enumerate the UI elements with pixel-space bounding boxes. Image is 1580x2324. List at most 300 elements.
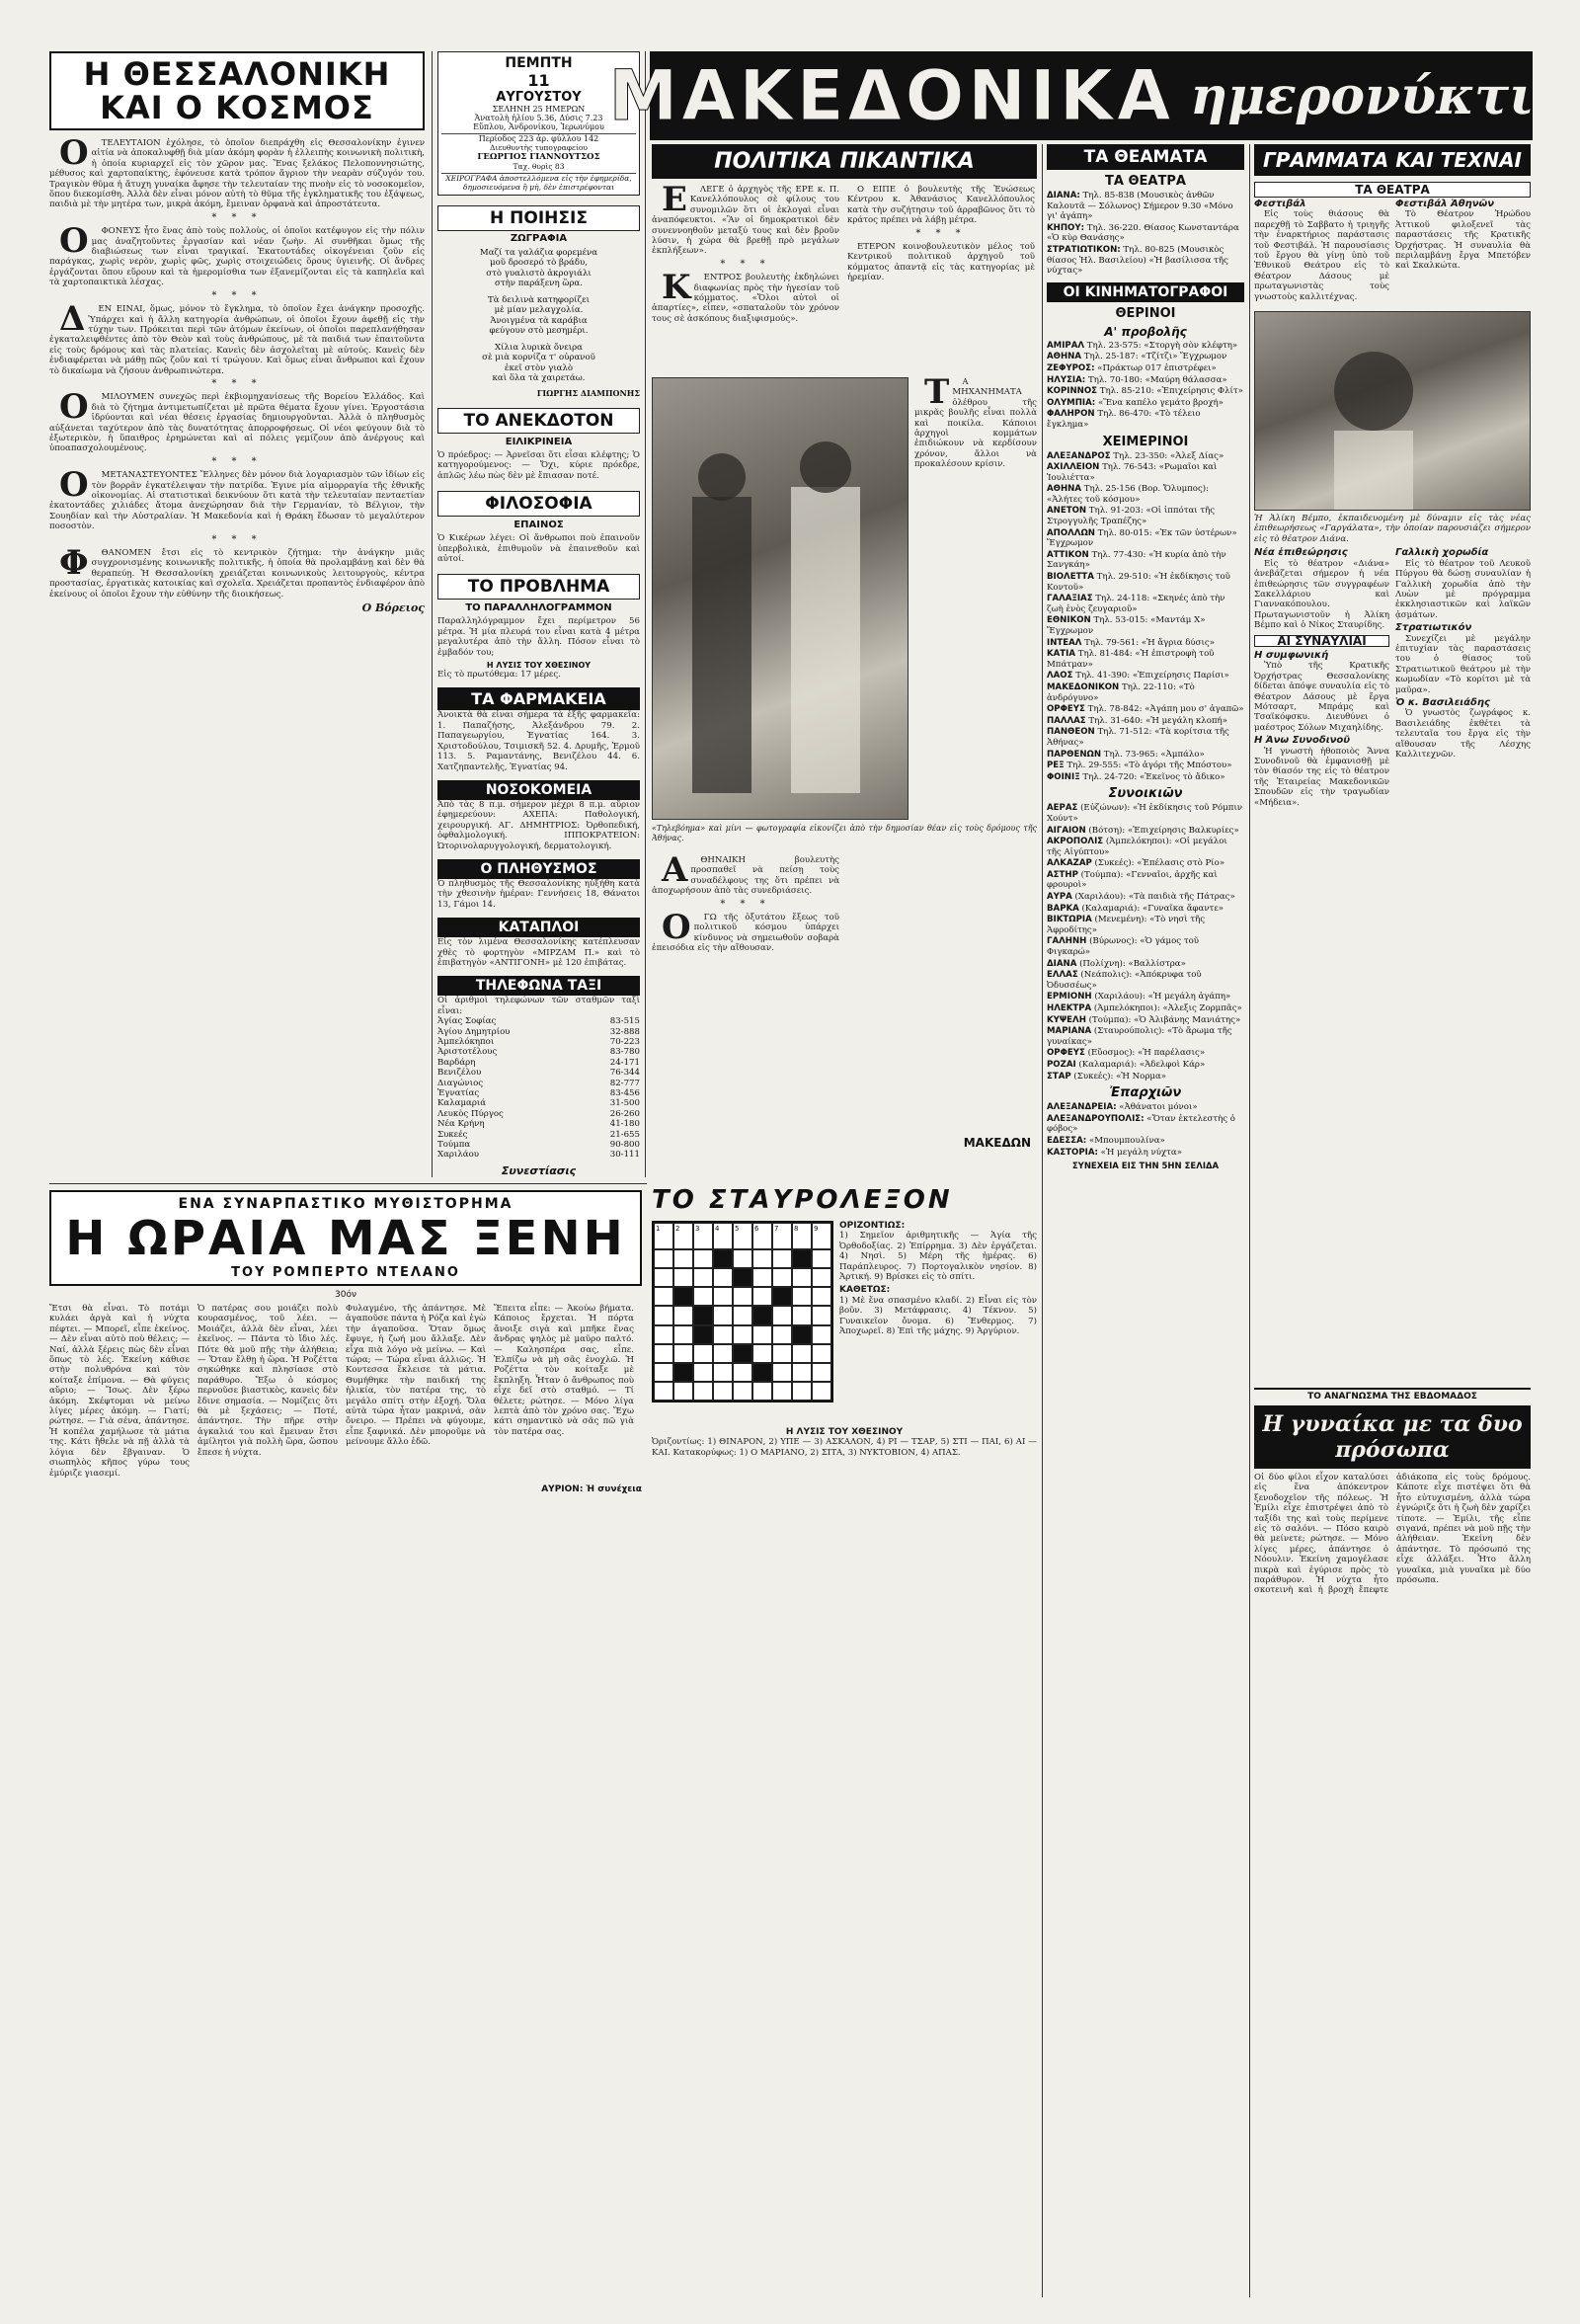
poem-line: καὶ ὅλα τὰ χαιρετάω.	[492, 373, 586, 383]
crossword-cell	[693, 1268, 713, 1287]
taxi-phone-row	[437, 1068, 640, 1078]
star-separator: * * *	[211, 377, 263, 389]
serial-column: Ἔπειτα εἶπε: — Ἀκούω βήματα. Κάποιος ἔρχεται. Ἡ πόρτα ἄνοιξε σιγὰ καὶ μπῆκε ἕνας ἄνδρας ψηλὸς μὲ μαῦρο παλτό. — Καλησπέρα σας, εἶπε. Ἐλπίζω νὰ μὴ σᾶς ἐνοχλῶ. Ἡ Ροζέττα τὸν κοίταξε μὲ ἔκπληξη. Ἦταν ὁ ἄνθρωπος ποὺ εἶχε δεῖ στὸ σταθμό. — Τί θέλετε; ρώτησε. — Μόνο λίγα λεπτὰ ἀπὸ τὸν χρόνο σας. Ἔχω κάτι σημαντικὸ νὰ σᾶς πῶ γιὰ τὸν πατέρα σας.	[494, 1304, 634, 1437]
theatre-list	[1047, 191, 1244, 277]
poem-line: μοῦ δροσερό τὸ βράδυ,	[489, 258, 588, 268]
theatre-listing: ΚΗΠΟΥ: Τηλ. 36-220. Θίασος Κωνσταντάρα «Ὁ κὺρ Θανάσης»	[1047, 222, 1239, 244]
taxi-station: Χαριλάου	[437, 1150, 479, 1161]
letters-arts-head: ΓΡΑΜΜΑΤΑ ΚΑΙ ΤΕΧΝΑΙ	[1254, 144, 1531, 176]
crossword-grid	[652, 1221, 833, 1402]
crossword-cell	[693, 1325, 713, 1344]
left-article	[49, 51, 425, 1148]
cinema-winter-list	[1047, 451, 1244, 783]
anecdote-section-head: ΤΟ ΑΝΕΚΔΟΤΟΝ	[437, 408, 640, 434]
crossword-cell: 5	[733, 1223, 752, 1249]
poem-line: Χίλια λυρικὰ ὄνειρα	[495, 342, 583, 353]
poem-line: στὸ γυαλιστὸ ἀκρογιάλι	[486, 268, 592, 279]
macedonian-banner	[608, 51, 1574, 140]
crossword-cell	[733, 1287, 752, 1306]
taxi-station: Ἁγίου Δημητρίου	[437, 1026, 511, 1037]
serial-novel	[49, 1190, 642, 2296]
crossword-cell	[654, 1306, 673, 1324]
editor-address: Ταχ. θυρὶς 83	[513, 162, 565, 171]
taxi-number: 83-780	[609, 1047, 640, 1058]
cinema-listing: ΓΑΛΑΞΙΑΣ Τηλ. 24-118: «Σκηνές ἀπὸ τὴν ζωὴ ἑνὸς ζευγαριοῦ»	[1047, 594, 1225, 614]
crossword-cell: 3	[693, 1223, 713, 1249]
cinema-listing: ΑΘΗΝΑ Τηλ. 25-187: «Τζίτζι» Ἔγχρωμον	[1047, 352, 1227, 362]
taxi-number: 31-500	[609, 1098, 640, 1109]
crossword-cell	[673, 1306, 693, 1324]
cinema-listing: ΒΙΟΛΕΤΤΑ Τηλ. 29-510: «Ἡ ἐκδίκησις τοῦ Κοντοῦ»	[1047, 572, 1230, 593]
taxi-station: Νέα Κρήνη	[437, 1119, 485, 1130]
taxi-phone-row	[437, 1027, 640, 1037]
crossword-cell: 4	[713, 1223, 733, 1249]
crossword-cell	[752, 1363, 772, 1382]
left-article-title	[49, 51, 425, 130]
crossword-cell	[812, 1249, 831, 1268]
clues-horizontal-label: ΟΡΙΖΟΝΤΙΩΣ:	[839, 1221, 906, 1231]
serial-tomorrow: ΑΥΡΙΟΝ: Ἡ συνέχεια	[541, 1483, 642, 1494]
symphony-head: Η συμφωνική	[1254, 649, 1329, 661]
crossword-cell	[772, 1344, 792, 1363]
cinema-neighbourhood-list	[1047, 803, 1244, 1082]
cinema-listing: ΑΛΕΞΑΝΔΡΕΙΑ: «Ἀθάνατοι μόνοι»	[1047, 1102, 1198, 1113]
crossword-cell	[713, 1363, 733, 1382]
crossword-cell	[752, 1325, 772, 1344]
anecdote-text: Ὁ πρόεδρος: — Ἀρνεῖσαι ὅτι εἶσαι κλέφτης; Ὁ κατηγορούμενος: — Ὄχι, κύριε πρόεδρε, ἁπλῶς λέω πὼς δὲν μὲ ἔπιασαν ποτέ.	[437, 450, 640, 481]
cinema-listing: ΟΡΦΕΥΣ (Εὔοσμος): «Ἡ παρέλασις»	[1047, 1048, 1206, 1059]
problem-section-head: ΤΟ ΠΡΟΒΛΗΜΑ	[437, 574, 640, 600]
actress-photo	[1254, 311, 1531, 511]
banner-main-title: ΜΑΚΕΔΟΝΙΚΑ	[608, 55, 1175, 136]
weekly-text: Οἱ δύο φίλοι εἶχον καταλύσει εἰς ἕνα ἀπόκεντρον ξενοδοχεῖον τῆς πόλεως. Ἡ Ἐμίλι εἶχε ἐπιστρέψει ἀπὸ τὸ ταξίδι της καὶ τοὺς περίμενε εἰς τὸ σαλόνι. — Πόσο καιρὸ θὰ μείνετε; ρώτησε. — Μόνο λίγες μέρες, ἀπάντησε ὁ Νόουλιν. Ἐκείνη χαμογέλασε πικρὰ καὶ ἐγύρισε πρὸς τὸ παράθυρον. Ἡ νύχτα ἦτο σκοτεινὴ καὶ ἡ βροχὴ ἔπεφτε ἀδιάκοπα εἰς τοὺς δρόμους. Κάποτε εἶχε πιστέψει ὅτι θὰ ἦτο εὐτυχισμένη, ἀλλὰ τώρα ἐγνώριζε ὅτι ἡ ζωὴ δὲν χαρίζει τίποτε. — Ἐμίλι, τῆς εἶπε σιγανά, πρέπει νὰ μοῦ πῇς τὴν ἀλήθειαν. Ἐκείνη δὲν ἀπάντησε. Τὸ πρόσωπό της εἶχε ἀλλάξει. Ἦτο ἄλλη γυναῖκα, μιὰ γυναῖκα μὲ δύο πρόσωπα.	[1254, 1473, 1531, 1596]
poem-line: στὴν παράξενη ὥρα.	[495, 279, 583, 288]
cinema-listing: ΦΑΛΗΡΟΝ Τηλ. 86-470: «Τὸ τέλειο ἔγκλημα»	[1047, 409, 1201, 430]
taxi-number: 41-180	[609, 1119, 640, 1130]
cinema-listing: ΑΛΚΑΖΑΡ (Συκεές): «Ἐπέλασις στὸ Ρίο»	[1047, 858, 1225, 869]
taxi-phone-row	[437, 1140, 640, 1150]
listing-continued: ΣΥΝΕΧΕΙΑ ΕΙΣ ΤΗΝ 5ΗΝ ΣΕΛΙΔΑ	[1071, 1162, 1220, 1172]
taxi-station: Ἁγίας Σοφίας	[437, 1016, 497, 1027]
summer-head: ΘΕΡΙΝΟΙ	[1115, 305, 1176, 321]
ships-section-head: ΚΑΤΑΠΛΟΙ	[437, 918, 640, 937]
cinema-listing: ΑΧΙΛΛΕΙΟΝ Τηλ. 76-543: «Ρωμαῖοι καὶ Ἰουλιέττα»	[1047, 462, 1218, 483]
problem-answer-label: Η ΛΥΣΙΣ ΤΟΥ ΧΘΕΣΙΝΟΥ	[486, 661, 592, 671]
politics-paragraph: ΕΛΕΓΕ ὁ ἀρχηγὸς τῆς ΕΡΕ κ. Π. Κανελλόπουλος σὲ φίλους του συνομιλῶν ὅτι οἱ ἐκλογαὶ εἶναι ἀναπόφευκτοι. «Ἂν οἱ δημοκρατικοὶ δὲν συνεννοηθοῦν μεταξύ τους καὶ δὲν βροῦν λύσιν, ἡ χώρα θὰ βρεθῇ πρὸ μεγάλων ἐκπλήξεων».	[652, 180, 839, 257]
poem-author: ΓΙΩΡΓΗΣ ΔΙΑΜΠΟΝΗΣ	[536, 387, 640, 398]
taxi-station: Τούμπα	[437, 1140, 471, 1151]
weekly-reading	[1254, 1388, 1531, 2296]
revue-head: Νέα ἐπιθεώρησις	[1254, 547, 1348, 559]
taxi-phone-row	[437, 1130, 640, 1140]
crossword-cell	[812, 1325, 831, 1344]
crossword-cell	[713, 1325, 733, 1344]
cinema-listing: ΑΕΡΑΣ (Εὐζώνων): «Ἡ ἐκδίκησις τοῦ Ρόμπιν Χούντ»	[1047, 803, 1243, 824]
crossword-cell	[772, 1306, 792, 1324]
cinema-listing: ΗΛΥΣΙΑ: Τηλ. 70-180: «Μαύρη θάλασσα»	[1047, 374, 1227, 385]
crossword-cell	[673, 1325, 693, 1344]
taxi-number: 76-344	[609, 1068, 640, 1079]
cinema-listing: ΓΑΛΗΝΗ (Βύρωνος): «Ὁ γάμος τοῦ Φιγκαρώ»	[1047, 936, 1200, 958]
star-separator: * * *	[720, 258, 771, 270]
phones-intro: Οἱ ἀριθμοὶ τηλεφώνων τῶν σταθμῶν ταξὶ εἶναι:	[437, 996, 640, 1016]
issue: Περίοδος 223 ἀρ. φύλλου 142	[441, 133, 636, 143]
taxi-station: Συκεές	[437, 1129, 468, 1140]
crossword-cell	[654, 1268, 673, 1287]
politics-column	[652, 144, 1037, 1177]
letters-arts	[1254, 144, 1531, 1379]
politics-photo	[652, 377, 908, 820]
painter-head: Ὁ κ. Βασιλειάδης	[1395, 696, 1490, 708]
crossword-cell	[752, 1268, 772, 1287]
athens-festival-head: Φεστιβάλ Ἀθηνῶν	[1395, 199, 1495, 209]
neighbourhood-head: Συνοικιῶν	[1108, 786, 1183, 802]
star-separator: * * *	[211, 211, 263, 223]
taxi-phone-row	[437, 1098, 640, 1108]
cinema-listing: ΕΘΝΙΚΟΝ Τηλ. 53-015: «Μαντάμ Χ» Ἔγχρωμον	[1047, 615, 1206, 636]
moon-phase: ΣΕΛΗΝΗ 25 ΗΜΕΡΩΝ	[492, 105, 586, 114]
crossword-cell	[752, 1287, 772, 1306]
painter-text: Ὁ γνωστὸς ζωγράφος κ. Βασιλειάδης ἐκθέτει τὰ τελευταῖα του ἔργα εἰς τὴν αἴθουσαν τῆς Λέσχης Καλλιτεχνῶν.	[1395, 708, 1531, 760]
crossword-cell: 7	[772, 1223, 792, 1249]
taxi-number: 83-515	[609, 1016, 640, 1027]
taxi-number: 83-456	[609, 1088, 640, 1099]
poem-title: ΖΩΓΡΑΦΙΑ	[510, 233, 568, 244]
crossword-cell	[693, 1344, 713, 1363]
cinema-listing: ΖΕΦΥΡΟΣ: «Πράκτωρ 017 ἐπιστρέφει»	[1047, 362, 1217, 373]
crossword-cell: 9	[812, 1223, 831, 1249]
taxi-number: 32-888	[609, 1026, 640, 1037]
serial-title: Η ΩΡΑΙΑ ΜΑΣ ΞΕΝΗ	[65, 1211, 626, 1266]
manuscript-notice: ΧΕΙΡΟΓΡΑΦΑ ἀποστελλόμενα εἰς τὴν ἐφημερίδα, δημοσιευόμενα ἢ μὴ, δὲν ἐπιστρέφονται	[441, 173, 636, 192]
cinema-listing: ΑΤΤΙΚΟΝ Τηλ. 77-430: «Ἡ κυρία ἀπὸ τὴν Σανγκάη»	[1047, 549, 1226, 571]
taxi-station: Βαρδάρη	[437, 1057, 476, 1068]
photo-figures-icon	[653, 378, 908, 819]
article-paragraph: ΟΜΙΛΟΥΜΕΝ συνεχῶς περὶ ἐκβιομηχανίσεως τῆς Βορείου Ἑλλάδος. Καὶ διὰ τὸ ζήτημα ἀντιμετωπίζεται μὲ πρῶτα θέματα ἔχουν γίνει. Ἐργοστάσια ἱδρύονται καὶ νέαι θέσεις ἐργασίας δημιουργοῦνται. Ἀλλὰ ὁ πληθυσμὸς αὐξάνεται ταχύτερον ἀπὸ τὰς δυνατότητας ἀπορροφήσεως. Οἱ νέοι φεύγουν διὰ τὸ ἐξωτερικὸν, ἡ ὕπαιθρος ἐρημώνεται καὶ αἱ πόλεις γεμίζουν ἀπὸ ἀνέργους καὶ ὑποαπασχολουμένους.	[49, 387, 425, 454]
problem-answer: Εἰς τὸ πρωτόθεμα: 17 μέρες.	[437, 670, 561, 681]
cinema-listing: ΙΝΤΕΑΛ Τηλ. 79-561: «Ἡ ἄγρια δύσις»	[1047, 637, 1215, 648]
concerts-head: ΑΙ ΣΥΝΑΥΛΙΑΙ	[1254, 635, 1389, 647]
crossword-cell	[733, 1344, 752, 1363]
taxi-number: 90-800	[609, 1140, 640, 1151]
crossword-cell	[812, 1344, 831, 1363]
cinema-provinces-list	[1047, 1102, 1244, 1158]
cinema-listing: ΗΛΕΚΤΡΑ (Ἀμπελόκηποι): «Ἀλεξις Ζορμπᾶς»	[1047, 1003, 1242, 1013]
poem	[437, 234, 640, 398]
theatre-listing: ΣΤΡΑΤΙΩΤΙΚΟΝ: Τηλ. 80-825 (Μουσικὸς θίασος Ἠλ. Βασιλείου) «Ἡ βασίλισσα τῆς νύχτας»	[1047, 244, 1228, 277]
crossword-cell	[654, 1249, 673, 1268]
cinema-listing: ΠΑΛΛΑΣ Τηλ. 31-640: «Ἡ μεγάλη κλοπή»	[1047, 715, 1227, 726]
star-separator: * * *	[211, 455, 263, 467]
cinema-listing: ΛΑΟΣ Τηλ. 41-390: «Ἐπιχείρησις Παρίσι»	[1047, 671, 1229, 681]
crossword-cell	[792, 1249, 812, 1268]
cinema-listing: ΑΥΡΑ (Χαριλάου): «Τὰ παιδιὰ τῆς Πάτρας»	[1047, 892, 1235, 903]
article-paragraph: ΟΤΕΛΕΥΤΑΙΟΝ ἐχόλησε, τὸ ὁποῖον διεπράχθη εἰς Θεσσαλονίκην ἐγινεν αἰτία νὰ ἀποκαλυφθῇ διὰ μίαν ἀκόμη φορὰν ἡ ἐλλειπὴς κοινωνικὴ πολιτικὴ, ἡ ὁποία κυριαρχεῖ εἰς τὸν χῶρον μας. Ἕνας ξελάκος Πελοποννησιώτης, μέθυσος καὶ χαρτοπαίκτης, ἐφόνευσε κατὰ τρόπον ἄγριον τὴν νεαρὰν σύζυγόν του. Τραγικὸν θῦμα ἡ ἄτυχη γυναίκα ἄφησε τὴν τελευταίαν της πνοὴν εἰς τὸ νοσοκομεῖον, ὅπου διεκομίσθη. Ἀλλὰ δὲν εἶναι μόνον αὐτὴ τὸ θῦμα τῆς ἐγκληματικῆς του ἐξάψεως, παιδιὰ μὲ τὴν μητέρα των, μικρὰ ἀκόμη, ἔμειναν ὀρφανὰ καὶ ἀπροστάτευτα.	[49, 133, 425, 210]
cinema-listing: ΕΔΕΣΣΑ: «Μπουμπουλίνα»	[1047, 1135, 1165, 1146]
crossword-cell	[654, 1325, 673, 1344]
crossword-cell	[713, 1306, 733, 1324]
cinema-listing: ΟΛΥΜΠΙΑ: «Ἕνα καπέλο γεμάτο βροχή»	[1047, 397, 1224, 408]
crossword-cell	[752, 1306, 772, 1324]
star-separator: * * *	[720, 898, 771, 910]
cinema-listing: ΚΑΣΤΟΡΙΑ: «Ἡ μεγάλη νύχτα»	[1047, 1147, 1182, 1158]
crossword-cell	[792, 1306, 812, 1324]
crossword-cell	[654, 1344, 673, 1363]
revue-text: Εἰς τὸ θέατρον «Διάνα» ἀνεβάζεται σήμερον ἡ νέα ἐπιθεώρησις τῶν συγγραφέων Σακελλάριου καὶ Γιαννακόπουλου. Πρωταγωνιστοῦν ἡ Ἀλίκη Βέμπο καὶ ὁ Νίκος Σταυρίδης.	[1254, 558, 1389, 631]
cinema-listing: ΑΘΗΝΑ Τηλ. 25-156 (Βορ. Ὄλυμπος): «Ἀλήτες τοῦ κόσμου»	[1047, 484, 1210, 505]
taxi-station: Ἀριστοτέλους	[437, 1047, 498, 1058]
ships-text: Εἰς τὸν λιμένα Θεσσαλονίκης κατέπλευσαν χθὲς τὸ φορτηγὸν «ΜΙΡΖΑΜ Π.» καὶ τὸ ἐπιβατηγὸν «ΑΝΤΙΓΟΝΗ» μὲ 120 ἐπιβάτας.	[437, 937, 640, 968]
anecdote-title: ΕΙΛΙΚΡΙΝΕΙΑ	[505, 437, 573, 447]
serial-column: Ἔτσι θὰ εἶναι. Τὸ ποτάμι κυλάει ἀργὰ καὶ ἡ νύχτα πέφτει. — Μπορεῖ, εἶπε ἐκείνος. — Δὲν εἶναι αὐτὸ ποὺ θέλεις; — Ναί, ἀλλὰ ξέρεις πὼς δὲν εἶναι ὅπως τὸ λές. Ἐκείνη κάθισε στὴν πολυθρόνα καὶ τὸν κοίταξε ἐπίμονα. — Θὰ φύγεις αὔριο; — Ἴσως. Δὲν ξέρω ἀκόμη. Σκέφτομαι νὰ μείνω λίγες μέρες ἀκόμη. — Γιατί; ρώτησε. — Γιὰ σένα, ἀπάντησε. Ἡ κοπέλα χαμήλωσε τὰ μάτια της. Κάτι ἤθελε νὰ πῇ ἀλλὰ τὰ λόγια δὲν ἔβγαιναν. Ὁ σιωπηλὸς κῆπος γύρω τους ἐμύριζε γιασεμί.	[49, 1304, 190, 1479]
politics-paragraph: ΚΕΝΤΡΟΣ βουλευτὴς ἐκδηλώνει διαφωνίας πρὸς τὴν ἡγεσίαν τοῦ κόμματος. «Ὅλοι αὐτοὶ οἱ ἀπαρτίες», εἶπεν, «σπαταλοῦν τὸν χρόνον τους σὲ ἀσκόπους διαξιφισμούς».	[652, 268, 839, 324]
taxi-station: Ἐγνατίας	[437, 1088, 480, 1099]
crossword-cell	[772, 1363, 792, 1382]
weekday: ΠΕΜΠΤΗ	[505, 55, 573, 71]
month: ΑΥΓΟΥΣΤΟΥ	[496, 90, 582, 105]
taxi-number: 82-777	[609, 1078, 640, 1088]
choir-text: Εἰς τὸ θέατρον τοῦ Λευκοῦ Πύργου θὰ δώσῃ συναυλίαν ἡ Γαλλικὴ χορωδία ἀπὸ τὴν Λυὼν μὲ πρόγραμμα ἐκκλησιαστικῶν καὶ λαϊκῶν ᾀσμάτων.	[1395, 558, 1531, 620]
crossword-cell	[792, 1363, 812, 1382]
crossword-cell	[733, 1306, 752, 1324]
cinema-listing: ΑΜΙΡΑΛ Τηλ. 23-575: «Στοργὴ σὸν κλέφτη»	[1047, 340, 1238, 351]
cinema-listing: ΣΤΑΡ (Συκεές): «Ἡ Νορμα»	[1047, 1071, 1167, 1082]
crossword-cell	[733, 1382, 752, 1401]
crossword-cell	[673, 1287, 693, 1306]
crossword-title: ΤΟ ΣΤΑΥΡΟΛΕΞΟΝ	[652, 1185, 953, 1215]
serial-column: Ὁ πατέρας σου μοιάζει πολὺ κουρασμένος, τοῦ λέει. — Μοιάζει, ἀλλὰ δὲν εἶναι, λέει ἐκεῖνος. — Πάντα τὸ ἴδιο λές. Πότε θὰ μοῦ πῇς τὴν ἀλήθεια; — Ὅταν ἔλθῃ ἡ ὥρα. Ἡ Ροζέττα σηκώθηκε καὶ πλησίασε στὸ παράθυρο. Ἔξω ὁ κόσμος περνοῦσε βιαστικὸς, κανεὶς δὲν ἔδινε σημασία. — Νομίζεις ὅτι θὰ μὲ ξεχάσεις; — Ποτέ, ἀπάντησε. Τὴν πῆρε στὴν ἀγκαλιά του καὶ ἔμειναν ἔτσι ἀμίλητοι γιὰ πολλὴ ὥρα, ὥσπου ἔπεσε ἡ νύχτα.	[198, 1304, 338, 1458]
photo-portrait-icon	[1255, 312, 1530, 510]
poem-line: Ἀνοιγμένα τὰ καράβια	[490, 315, 588, 326]
photo-caption: «Τηλεβόημα» καὶ μίνι — φωτογραφία εἰκονίζει ἀπὸ τὴν δημοσίαν θέαν εἰς τοὺς δρόμους τῆς Ἀθήνας.	[652, 824, 1037, 843]
taxi-phone-row	[437, 1058, 640, 1068]
day: 11	[527, 71, 550, 90]
sayings-head: Συνεστίασις	[501, 1163, 577, 1177]
crossword-cell	[654, 1363, 673, 1382]
taxi-phone-list	[437, 1016, 640, 1161]
taxi-number: 26-260	[609, 1108, 640, 1119]
first-run-head: Α' προβολῆς	[1104, 324, 1187, 339]
star-separator: * * *	[211, 533, 263, 545]
cinema-listing: ΑΛΕΞΑΝΔΡΟΣ Τηλ. 23-350: «Ἀλεξ Δίας»	[1047, 450, 1224, 461]
politics-paragraph: ΟΓΩ τῆς ὀξυτάτου ἔξεως τοῦ πολιτικοῦ κόσμου ὑπάρχει κίνδυνος νὰ σημειωθοῦν σοβαρὰ ἐπεισόδια εἰς τὴν αἴθουσαν.	[652, 908, 839, 954]
article-paragraph: ΔΕΝ ΕΙΝΑΙ, ὅμως, μόνον τὸ ἔγκλημα, τὸ ὁποῖον ἔχει ἀνάγκην προσοχῆς. Ὑπάρχει καὶ ἡ ἄλλη κατηγορία ἀνθρώπων, οἱ ὁποῖοι ἔχουν ἀφεθῇ εἰς τὴν τύχην των. Πρόκειται περὶ τῶν ἀτόμων ἐκείνων, οἱ ὁποῖοι παρεπλανήθησαν ἐγκαταλειφθέντες ἀπὸ τὸν Θεὸν καὶ τοὺς ἀνθρώπους, μὲ τὰ παιδιά των ἐπαιτοῦντα εἰς τοὺς δρόμους καὶ τὰς πλατείας. Κανεὶς δὲν ἀσχολεῖται μὲ αὐτούς. Κανεὶς δὲν ἐνδιαφέρεται νὰ μάθῃ πῶς ζοῦν καὶ τί τρώγουν. Καὶ ὅμως εἶναι ἄνθρωποι καὶ ἔχουν τὸ δικαίωμα νὰ ζήσουν ἀνθρωπινώτερα.	[49, 299, 425, 376]
taxi-phone-row	[437, 1088, 640, 1098]
crossword-cell	[812, 1287, 831, 1306]
population-text: Ὁ πληθυσμὸς τῆς Θεσσαλονίκης ηὐξήθη κατὰ τὴν χθεσινὴν ἡμέραν: Γεννήσεις 18, Θάνατοι 13, Γάμοι 14.	[437, 878, 640, 910]
crossword-cell	[772, 1249, 792, 1268]
poem-line: ἐκεῖ στὸν γιαλὸ	[504, 362, 574, 373]
crossword-cell	[673, 1249, 693, 1268]
taxi-number: 24-171	[609, 1057, 640, 1068]
military-head: Στρατιωτικόν	[1395, 622, 1472, 634]
military-text: Συνεχίζει μὲ μεγάλην ἐπιτυχίαν τὰς παραστάσεις του ὁ θίασος τοῦ Στρατιωτικοῦ θεάτρου μὲ τὴν κωμωδίαν «Τὸ κορίτσι μὲ τὰ μαῦρα».	[1395, 633, 1531, 695]
poem-line: Τὰ δειλινὰ κατηφορίζει	[487, 294, 590, 305]
taxi-phone-row	[437, 1150, 640, 1160]
crossword-cell	[772, 1268, 792, 1287]
cinema-listing: ΒΙΚΤΩΡΙΑ (Μενεμένη): «Τὸ νησὶ τῆς Ἀφροδίτης»	[1047, 915, 1206, 935]
crossword-cell	[713, 1268, 733, 1287]
crossword-cell	[792, 1325, 812, 1344]
crossword-cell: 1	[654, 1223, 673, 1249]
cinema-listing: ΑΝΕΤΟΝ Τηλ. 91-203: «Οἱ ἱππόται τῆς Στρογγυλῆς Τραπέζης»	[1047, 506, 1216, 527]
star-separator: * * *	[915, 227, 967, 239]
crossword-cell	[713, 1249, 733, 1268]
cinema-listing: ΡΟΖΑΙ (Καλαμαριά): «Ἀδελφοὶ Κάρ»	[1047, 1059, 1206, 1070]
saints: Εὔπλου, Ἀνδρονίκου, Ἰερωνύμου	[473, 122, 604, 131]
cinema-listing: ΑΚΡΟΠΟΛΙΣ (Ἀμπελόκηποι): «Οἱ μεγάλοι τῆς Αἰγύπτου»	[1047, 837, 1227, 857]
cinema-listing: ΜΑΚΕΔΟΝΙΚΟΝ Τηλ. 22-110: «Τὸ ἀνδρόγυνο»	[1047, 681, 1195, 703]
crossword-cell	[673, 1344, 693, 1363]
crossword-cell	[733, 1325, 752, 1344]
title-line-1: Η ΘΕΣΣΑΛΟΝΙΚΗ	[83, 55, 391, 93]
clues-vertical: 1) Μὲ ἕνα σπασμένο κλαδί. 2) Εἶναι εἰς τὸν βοῦν. 3) Μετάφρασις. 4) Τέκνον. 5) Γυναικεῖον ὄνομα. 6) Ἔνθερμος. 7) Ἀποχωρεῖ. 8) Ἐπὶ τῆς μάχης. 9) Ἀργύριον.	[839, 1295, 1037, 1337]
clues-vertical-label: ΚΑΘΕΤΩΣ:	[839, 1285, 891, 1296]
philosophy-section-head: ΦΙΛΟΣΟΦΙΑ	[437, 491, 640, 517]
phones-section-head: ΤΗΛΕΦΩΝΑ ΤΑΞΙ	[437, 976, 640, 996]
crossword-cell	[733, 1268, 752, 1287]
weekly-title: Η γυναίκα με τα δυο πρόσωπα	[1254, 1405, 1531, 1469]
star-separator: * * *	[211, 289, 263, 301]
crossword-cell	[733, 1249, 752, 1268]
letters-sub-head: ΤΑ ΘΕΑΤΡΑ	[1254, 182, 1531, 198]
crossword-cell	[752, 1382, 772, 1401]
cinema-listing: ΑΛΕΞΑΝΔΡΟΥΠΟΛΙΣ: «Ὅταν ἐκτελεστὴς ὁ φόβος»	[1047, 1113, 1235, 1135]
taxi-phone-row	[437, 1079, 640, 1088]
actress-caption: Ἡ Ἀλίκη Βέμπο, ἐκπαιδευομένη μὲ δύναμιν εἰς τὰς νέας ἐπιθεωρήσεως «Γαργάλατα», τὴν ὁποίαν παρουσιάζει σήμερον εἰς τὸ θέατρον Διάνα.	[1254, 514, 1531, 544]
athens-festival-text: Τὸ Θέατρον Ἡρώδου Ἀττικοῦ φιλοξενεῖ τὰς παραστάσεις τῆς Κρατικῆς Ὀρχήστρας. Ἡ συναυλία θὰ περιλαμβάνῃ ἔργα Μπετόβεν καὶ Σκαλκώτα.	[1395, 209, 1531, 272]
poem-section-head: Η ΠΟΙΗΣΙΣ	[437, 205, 640, 231]
crossword-cell	[713, 1344, 733, 1363]
taxi-number: 21-655	[609, 1129, 640, 1140]
listings-column	[1047, 144, 1244, 2297]
crossword-cell	[693, 1306, 713, 1324]
cinema-listing: ΠΑΡΘΕΝΩΝ Τηλ. 73-965: «Ἀμπάλο»	[1047, 749, 1205, 760]
crossword-cell	[812, 1268, 831, 1287]
taxi-number: 70-223	[609, 1037, 640, 1047]
taxi-station: Διαγώνιος	[437, 1078, 484, 1088]
symphony-text: Ὑπὸ τῆς Κρατικῆς Ὀρχήστρας Θεσσαλονίκης δίδεται ἀπόψε συναυλία εἰς τὸ Θέατρον Δάσους μὲ ἔργα Μότσαρτ, Μπράμς καὶ Τσαϊκόφσκυ. Διευθύνει ὁ μαέστρος Σόλων Μιχαηλίδης.	[1254, 661, 1389, 733]
crossword-cell	[673, 1363, 693, 1382]
taxi-station: Ἀμπελόκηποι	[437, 1037, 495, 1047]
article-paragraph: ΦΘΑΝΟΜΕΝ ἔτσι εἰς τὸ κεντρικὸν ζήτημα: τὴν ἀνάγκην μιᾶς συγχρονισμένης κοινωνικῆς πολιτικῆς, ἡ ὁποία θὰ προλαμβάνῃ καὶ δὲν θὰ θεραπεύῃ. Ἡ Θεσσαλονίκη χρειάζεται κοινωνικοὺς λειτουργοὺς, κέντρα προστασίας, ἐργατικὰς κατοικίας καὶ σχολεῖα. Χρειάζεται προπαντὸς ἐνδιαφέρον ἀπὸ ἐκείνους οἱ ὁποῖοι ἔχουν τὴν εὐθύνην τῆς διοικήσεως.	[49, 543, 425, 600]
cinemas-head: ΟΙ ΚΙΝΗΜΑΤΟΓΡΑΦΟΙ	[1047, 282, 1244, 302]
taxi-phone-row	[437, 1037, 640, 1047]
pharmacies-section-head: ΤΑ ΦΑΡΜΑΚΕΙΑ	[437, 687, 640, 710]
cinema-listing: ΡΕΞ Τηλ. 29-555: «Τὸ ἀγόρι τῆς Μπόστου»	[1047, 761, 1232, 771]
taxi-station: Καλαμαριά	[437, 1098, 487, 1109]
crossword-cell	[812, 1382, 831, 1401]
politics-paragraph: Ο ΕΙΠΕ ὁ βουλευτὴς τῆς Ἑνώσεως Κέντρου κ. Ἀθανάσιος Κανελλόπουλος κατὰ τὴν συζήτησιν τοῦ ἀρραβῶνος ὅτι τὸ κράτος πρέπει νὰ λάβῃ μέτρα.	[847, 185, 1035, 226]
crossword-cell: 6	[752, 1223, 772, 1249]
crossword-cell	[772, 1325, 792, 1344]
cinema-listing: ΒΑΡΚΑ (Καλαμαριά): «Γυναῖκα ἄφαντε»	[1047, 903, 1224, 914]
crossword-cell	[693, 1363, 713, 1382]
taxi-station: Βενιζέλου	[437, 1068, 482, 1079]
synodinou-text: Ἡ γνωστὴ ἠθοποιὸς Ἄννα Συνοδινοῦ θὰ ἐμφανισθῇ μὲ τὸν θίασόν της εἰς τὸ θέατρον τῆς Ἑταιρείας Μακεδονικῶν Σπουδῶν εἰς τὴν τραγωδίαν «Μήδεια».	[1254, 746, 1389, 808]
crossword-cell	[792, 1382, 812, 1401]
editor-label: Διευθυντὴς τυπογραφείου	[490, 143, 588, 152]
crossword-cell	[713, 1287, 733, 1306]
crossword-cell	[733, 1363, 752, 1382]
listings-section-head: ΤΑ ΘΕΑΜΑΤΑ	[1047, 144, 1244, 170]
hospitals-section-head: ΝΟΣΟΚΟΜΕΙΑ	[437, 780, 640, 800]
hospitals-text: Ἀπὸ τὰς 8 π.μ. σήμερον μέχρι 8 π.μ. αὔριον ἐφημερεύουν: ΑΧΕΠΑ: Παθολογική, χειρουργική. ΑΓ. ΔΗΜΗΤΡΙΟΣ: Ὀρθοπεδική, ὀφθαλμολογική. ΙΠΠΟΚΡΑΤΕΙΟΝ: Ὠτορινολαρυγγολογική, δερματολογική.	[437, 799, 640, 851]
crossword-cell	[752, 1249, 772, 1268]
festival-head: Φεστιβάλ	[1254, 199, 1306, 209]
politics-paragraph: ΕΤΕΡΟΝ κοινοβουλευτικὸν μέλος τοῦ Κεντρικοῦ πολιτικοῦ ἀρχηγοῦ τοῦ κόμματος ἀπαντᾷ εἰς τὰς κατηγορίας μὲ ἡρεμίαν.	[847, 242, 1035, 283]
taxi-number: 30-111	[609, 1150, 640, 1161]
crossword-cell	[752, 1344, 772, 1363]
taxi-phone-row	[437, 1047, 640, 1057]
serial-banner	[49, 1190, 642, 1286]
crossword-cell	[792, 1344, 812, 1363]
cinema-listing: ΚΑΤΙΑ Τηλ. 81-484: «Ἡ ἐπιστροφὴ τοῦ Μπάτμαν»	[1047, 649, 1215, 670]
cinema-listing: ΜΑΡΙΑΝΑ (Σταυρούπολις): «Τὸ ἄρωμα τῆς γυναίκας»	[1047, 1026, 1232, 1047]
synodinou-head: Η Ἀνω Συνοδινοῦ	[1254, 735, 1351, 747]
cinema-listing: ΠΑΝΘΕΟΝ Τηλ. 71-512: «Τὰ κορίτσια τῆς Ἀθήνας»	[1047, 727, 1229, 748]
crossword-cell	[654, 1287, 673, 1306]
crossword-answer-text: Ὀριζοντίως: 1) ΘΙΝΑΡΟΝ, 2) ΥΠΕ — 3) ΑΣΚΑΛΟΝ, 4) ΡΙ — ΤΣΑΡ, 5) ΣΤΙ — ΠΑΙ, 6) ΑΙ — ΚΑΙ. Κατακορύφως: 1) Ο ΜΑΡΙΑΝΟ, 2) ΣΙΤΑ, 3) ΝΥΚΤΟΒΙΟΝ, 4) ΑΠΑΣ.	[652, 1437, 1037, 1458]
serial-column: Φυλαγμένο, τῆς ἀπάντησε. Μὲ ἀγαποῦσε πάντα ἡ Ρόζα καὶ ἐγὼ τὴν ἀγαποῦσα. Ὅταν ὅμως ἔφυγε, ἡ ζωή μου ἄλλαξε. Δὲν εἶχα πιὰ λόγο νὰ μείνω. — Καὶ τώρα; — Τώρα εἶναι ἀλλιῶς. Ἡ Κοντεσσα ἔκλεισε τὰ μάτια. Θυμήθηκε τὴν παιδική της ἡλικία, τὸν πατέρα της, τὸ μεγάλο σπίτι στὴν ἐξοχή. Ὅλα αὐτὰ τώρα ἦταν μακρινά, σὰν ὄνειρο. — Πρέπει νὰ φύγουμε, εἶπε ξαφνικά. Δὲν μποροῦμε νὰ μείνουμε ἄλλο ἐδῶ.	[346, 1304, 486, 1448]
provinces-head: Ἐπαρχιῶν	[1109, 1085, 1182, 1101]
crossword-cell	[693, 1382, 713, 1401]
cinema-listing: ΑΠΟΛΛΩΝ Τηλ. 80-015: «Ἐκ τῶν ὑστέρων» Ἔγχρωμον	[1047, 527, 1237, 549]
sunrise: Ἀνατολὴ ἡλίου 5.36, Δύσις 7.23	[474, 114, 603, 122]
cinema-first-run-list	[1047, 341, 1244, 431]
choir-head: Γαλλικὴ χορωδία	[1395, 547, 1489, 559]
theatre-listing: ΔΙΑΝΑ: Τηλ. 85-838 (Μουσικὸς ἀνθῶν Καλουτᾶ — Σόλωνος) Σήμερον 9.30 «Μόνο γι' ἀγάπη»	[1047, 191, 1233, 222]
editor: ΓΕΩΡΓΙΟΣ ΓΙΑΝΝΟΥΤΣΟΣ	[477, 152, 600, 162]
crossword-cell: 8	[792, 1223, 812, 1249]
serial-author: ΤΟΥ ΡΟΜΠΕΡΤΟ ΝΤΕΛΑΝΟ	[231, 1265, 460, 1280]
crossword-cell	[792, 1287, 812, 1306]
cinema-listing: ΑΙΓΑΙΟΝ (Βότση): «Ἐπιχείρησις Βαλκυρίες»	[1047, 825, 1239, 836]
poem-line: μὲ μίαν μελαγχολία.	[494, 305, 584, 315]
poem-line: σὲ μιὰ κορνίζα τ' οὐρανοῦ	[482, 353, 595, 362]
cinema-listing: ΕΡΜΙΟΝΗ (Χαριλάου): «Ἡ μεγάλη ἀγάπη»	[1047, 992, 1231, 1002]
crossword-cell	[792, 1268, 812, 1287]
politics-signature: ΜΑΚΕΔΩΝ	[963, 1136, 1031, 1150]
cinema-listing: ΔΙΑΝΑ (Πολίχνη): «Βαλλίστρα»	[1047, 958, 1186, 969]
weekly-header: ΤΟ ΑΝΑΓΝΩΣΜΑ ΤΗΣ ΕΒΔΟΜΑΔΟΣ	[1254, 1388, 1531, 1402]
crossword-cell	[812, 1306, 831, 1324]
taxi-phone-row	[437, 1109, 640, 1119]
festival-text: Εἰς τοὺς θιάσους θὰ παρεχθῇ τὸ Σαββατο ἡ τριηγῆς τὴν ἐναρκτήριος παράστασις τοῦ Φεστιβάλ. Ἡ παρουσίασις τοῦ ἔργου θὰ γίνῃ ὑπὸ τοῦ Ἐθνικοῦ Θεάτρου εἰς τὸ Θέατρον Δάσους μὲ πρωταγωνιστὰς τοὺς γνωστοὺς καλλιτέχνας.	[1254, 209, 1389, 302]
sidebar-column	[437, 51, 640, 1177]
taxi-station: Λευκὸς Πύργος	[437, 1108, 504, 1119]
serial-label: ΕΝΑ ΣΥΝΑΡΠΑΣΤΙΚΟ ΜΥΘΙΣΤΟΡΗΜΑ	[178, 1196, 514, 1212]
article-signature: Ο Βόρειος	[361, 601, 425, 615]
philosophy-title: ΕΠΑΙΝΟΣ	[514, 520, 564, 531]
crossword-cell	[673, 1268, 693, 1287]
problem-text: Παραλληλόγραμμον ἔχει περίμετρον 56 μέτρα. Ἡ μία πλευρά του εἶναι κατὰ 4 μέτρα μεγαλυτέρα ἀπὸ τὴν ἄλλη. Πόσον εἶναι τὸ ἐμβαδόν του;	[437, 616, 640, 658]
banner-script-title: ημερονύκτια	[1190, 65, 1574, 126]
taxi-phone-row	[437, 1016, 640, 1026]
crossword-cell	[772, 1287, 792, 1306]
title-line-2: ΚΑΙ Ο ΚΟΣΜΟΣ	[100, 89, 374, 126]
crossword-answer-label: Η ΛΥΣΙΣ ΤΟΥ ΧΘΕΣΙΝΟΥ	[785, 1427, 904, 1437]
cinema-listing: ΕΛΛΑΣ (Νεάπολις): «Ἀπόκρυφα τοῦ Ὀδυσσέως»	[1047, 970, 1202, 991]
article-paragraph: ΟΦΟΝΕΥΣ ἦτο ἕνας ἀπὸ τοὺς πολλοὺς, οἱ ὁποῖοι κατέφυγον εἰς τὴν πόλιν μας ἀναζητοῦντες ἐργασίαν καὶ νέαν ζωὴν. Αἱ συνθῆκαι ὅμως τῆς διαβιώσεως των εἶναι τραγικαί. Ἐκατοντάδες οἰκογένειαι ζοῦν εἰς παράγκας, χωρὶς νερὸν, χωρὶς φῶς, χωρὶς στοιχειώδεις ὅρους ὑγιεινῆς. Οἱ ἄνδρες ἐργάζονται ὅπου εὕρουν καὶ τὰ ἡμερομίσθια των ἐξανεμίζονται εἰς τὰ καπηλεῖα καὶ τὰ χαρτοπαικτικὰ λέσχας.	[49, 221, 425, 288]
problem-title: ΤΟ ΠΑΡΑΛΛΗΛΟΓΡΑΜΜΟΝ	[465, 602, 612, 614]
population-section-head: Ο ΠΛΗΘΥΣΜΟΣ	[437, 859, 640, 879]
winter-head: ΧΕΙΜΕΡΙΝΟΙ	[1102, 434, 1189, 449]
politics-paragraph: ΑΘΗΝΑΙΚΗ βουλευτὴς προσπαθεῖ νὰ πείσῃ τοὺς συναδέλφους της ὅτι πρέπει νὰ ἀποχωρήσουν ἀπὸ τὰς συνεδριάσεις.	[652, 850, 839, 897]
cinema-listing: ΚΟΡΙΝΝΟΣ Τηλ. 85-210: «Ἐπιχείρησις Φλίτ»	[1047, 386, 1243, 397]
cinema-listing: ΦΟΙΝΙΞ Τηλ. 24-720: «Ἐκεῖνος τὸ ἄδικο»	[1047, 771, 1225, 782]
crossword-cell	[693, 1249, 713, 1268]
